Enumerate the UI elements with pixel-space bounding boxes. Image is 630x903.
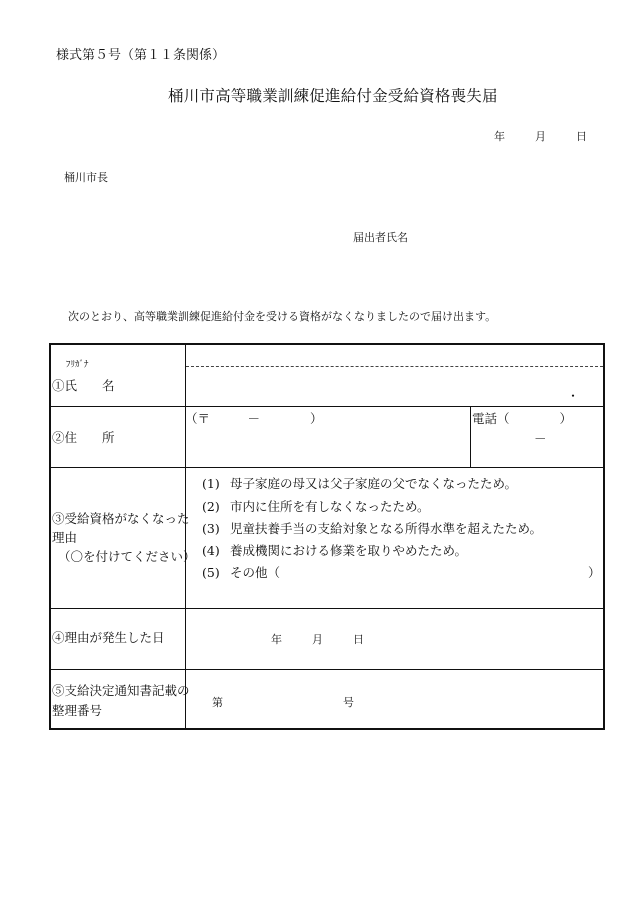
reference-number-field[interactable] [190, 681, 604, 717]
reference-number-label-line1: ⑤支給決定通知書記載の [52, 683, 190, 698]
occurrence-date-field[interactable] [190, 620, 604, 656]
reason-option-text: 養成機関における修業を取りやめたため。 [230, 543, 468, 558]
occurrence-date-label: ④理由が発生した日 [52, 630, 165, 645]
seal-dot: ・ [567, 389, 580, 403]
furigana-field[interactable] [186, 366, 604, 384]
reason-option-3[interactable] [202, 519, 542, 537]
row-separator [51, 669, 603, 670]
reason-option-5[interactable] [202, 563, 280, 581]
reason-label-line2: 理由 [52, 530, 78, 545]
reason-option-number: (5) [202, 565, 220, 580]
occurrence-year-label: 年 [271, 633, 282, 646]
intro-text: 次のとおり、高等職業訓練促進給付金を受ける資格がなくなりましたので届け出ます。 [68, 310, 497, 323]
name-field[interactable] [186, 386, 604, 405]
other-reason-field[interactable] [290, 562, 580, 580]
reason-option-number: (3) [202, 521, 220, 536]
reason-option-2[interactable] [202, 497, 430, 515]
postal-code-field[interactable]: （〒 － ） [185, 411, 323, 426]
address-label: ②住 所 [52, 430, 115, 445]
reason-label-line3: （〇を付けてください） [58, 549, 196, 564]
phone-field[interactable]: 電話（ ） [472, 411, 573, 426]
address-field[interactable] [186, 428, 468, 464]
phone-dash: － [534, 431, 547, 446]
date-day-label: 日 [576, 130, 587, 143]
date-year-label: 年 [494, 130, 505, 143]
reason-option-1[interactable] [202, 474, 517, 492]
reference-number-prefix: 第 [212, 696, 223, 709]
reason-label-line1: ③受給資格がなくなった [52, 511, 190, 526]
row-separator [51, 608, 603, 609]
addressee: 桶川市長 [64, 171, 108, 184]
reason-option-number: (2) [202, 499, 220, 514]
row-separator [51, 406, 603, 407]
reason-option-text: 児童扶養手当の支給対象となる所得水準を超えたため。 [230, 521, 543, 536]
reason-option-text: 母子家庭の母又は父子家庭の父でなくなったため。 [230, 476, 518, 491]
reference-number-suffix: 号 [343, 696, 354, 709]
phone-column-divider [470, 407, 471, 467]
reason-option-text: 市内に住所を有しなくなったため。 [230, 499, 430, 514]
reason-option-text: その他（ [230, 565, 281, 580]
name-label: ①氏 名 [52, 378, 115, 393]
reason-option-number: (4) [202, 543, 220, 558]
date-month-label: 月 [535, 130, 546, 143]
other-reason-close: ） [588, 565, 601, 580]
applicant-name-label: 届出者氏名 [353, 231, 408, 244]
furigana-label: ﾌﾘｶﾞﾅ [66, 360, 89, 370]
reference-number-label-line2: 整理番号 [52, 703, 103, 718]
reason-option-number: (1) [202, 476, 220, 491]
occurrence-day-label: 日 [353, 633, 364, 646]
form-number: 様式第５号（第１１条関係） [56, 48, 226, 63]
row-separator [51, 467, 603, 468]
page-title: 桶川市高等職業訓練促進給付金受給資格喪失届 [168, 87, 498, 105]
occurrence-month-label: 月 [312, 633, 323, 646]
reason-option-4[interactable] [202, 541, 467, 559]
